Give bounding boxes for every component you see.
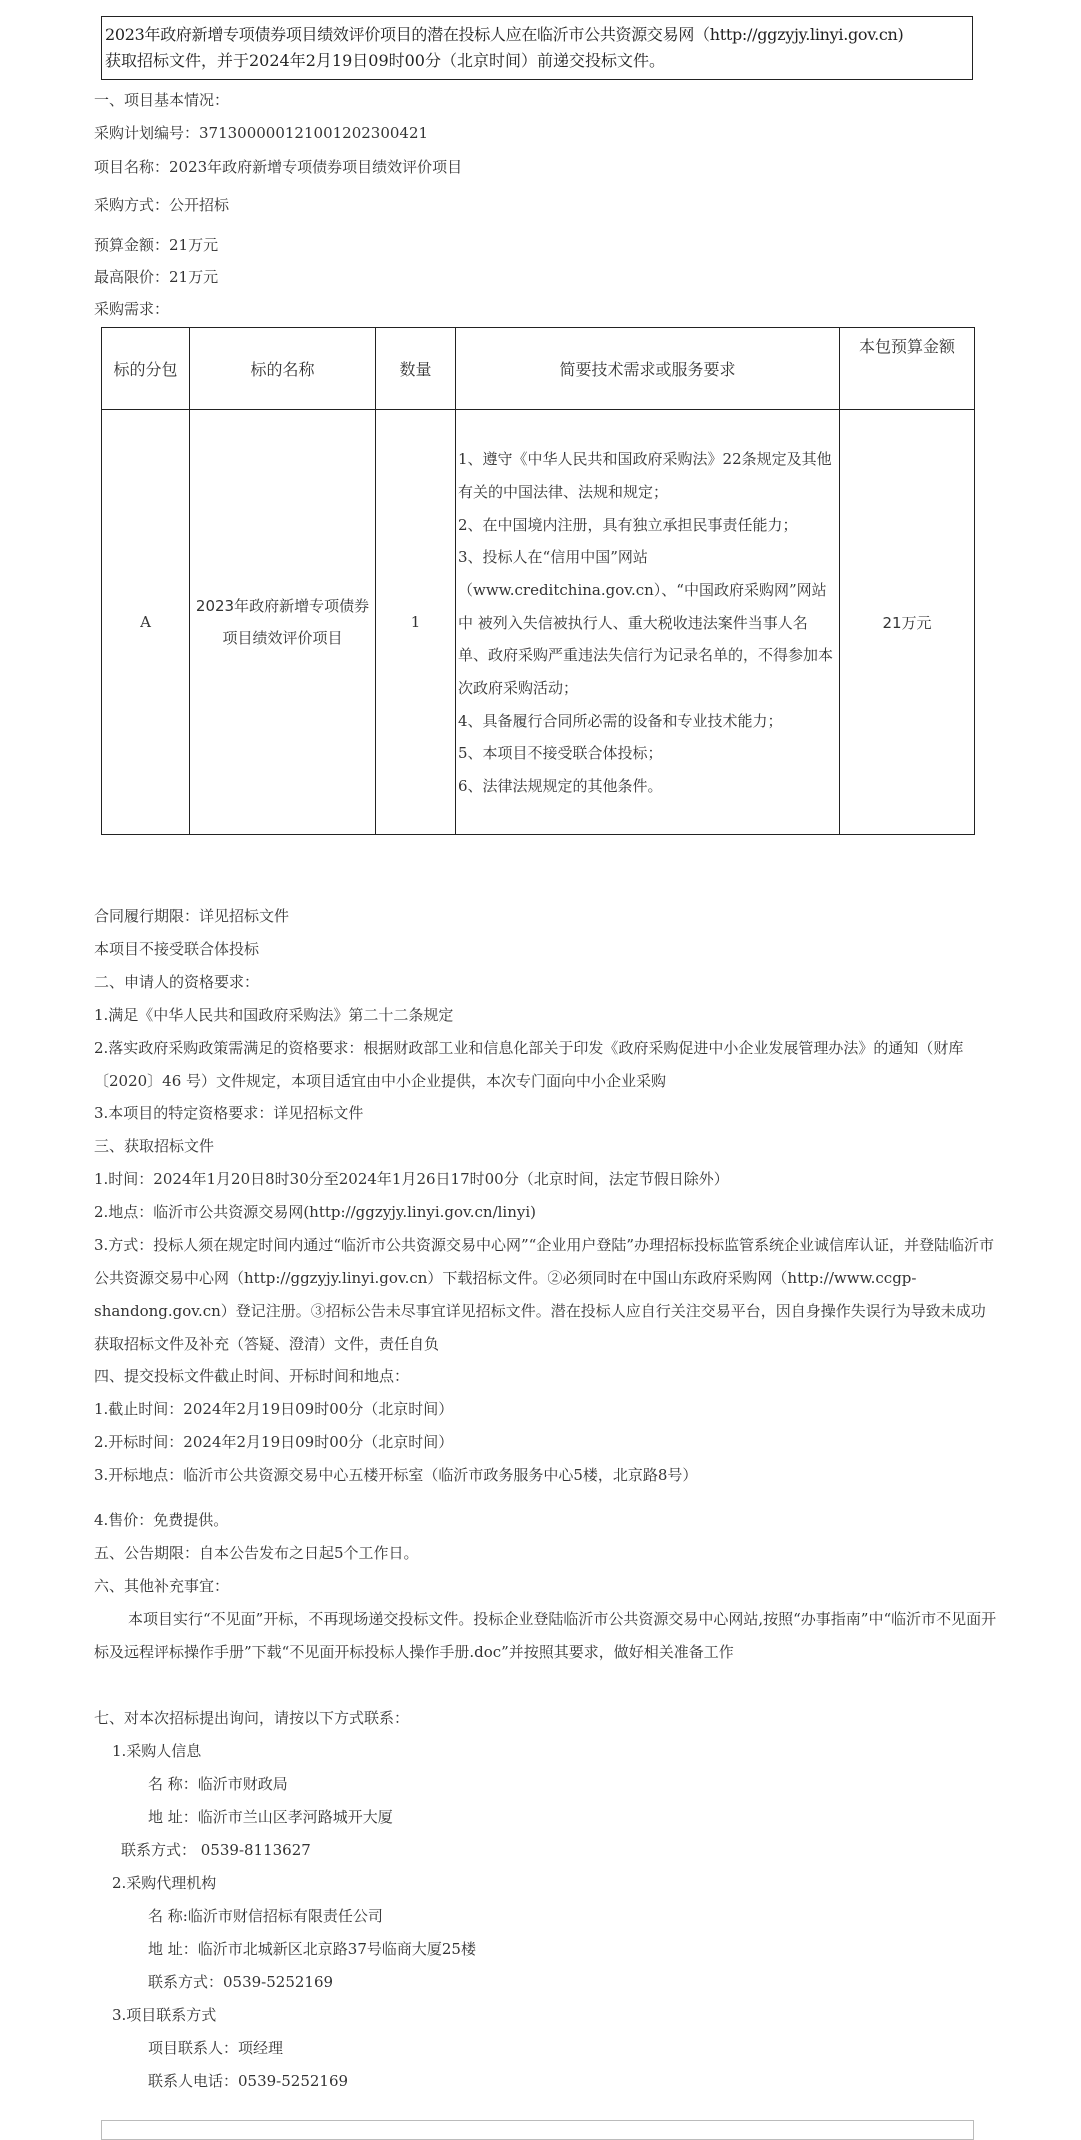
purchaser-contact: 联系方式： 0539-8113627	[121, 1841, 311, 1859]
submission-deadline: 1.截止时间：2024年2月19日09时00分（北京时间）	[94, 1400, 454, 1418]
notice-box	[101, 16, 973, 80]
requirement-6: 6、法律法规规定的其他条件。	[458, 777, 663, 796]
requirement-2: 2、在中国境内注册，具有独立承担民事责任能力；	[458, 515, 798, 534]
opening-place: 3.开标地点：临沂市公共资源交易中心五楼开标室（临沂市政务服务中心5楼，北京路8号）	[94, 1466, 698, 1484]
qualification-2: 2.落实政府采购政策需满足的资格要求：根据财政部工业和信息化部关于印发《政府采购促进中小企业发展管理办法》的通知（财库〔2020〕46 号）文件规定，本项目适宜由中小企业提供，本次专门面向中小企业采购	[94, 1039, 964, 1090]
purchaser-name: 名 称：临沂市财政局	[148, 1775, 288, 1793]
header-item-name: 标的名称	[190, 328, 376, 410]
plan-number: 采购计划编号：371300000121001202300421	[94, 124, 429, 142]
section4-heading: 四、提交投标文件截止时间、开标时间和地点：	[94, 1367, 410, 1385]
budget-amount: 预算金额：21万元	[94, 236, 219, 254]
agency-address: 地 址：临沂市北城新区北京路37号临商大厦25楼	[148, 1940, 476, 1958]
qualification-1: 1.满足《中华人民共和国政府采购法》第二十二条规定	[94, 1006, 454, 1024]
section7-heading: 七、对本次招标提出询问，请按以下方式联系：	[94, 1709, 410, 1727]
contract-period: 合同履行期限：详见招标文件	[94, 907, 290, 925]
section6-heading: 六、其他补充事宜：	[94, 1577, 230, 1595]
project-contact-person: 项目联系人：项经理	[148, 2039, 284, 2057]
procurement-method: 采购方式：公开招标	[94, 196, 230, 214]
notice-period: 五、公告期限：自本公告发布之日起5个工作日。	[94, 1544, 419, 1562]
qualification-3: 3.本项目的特定资格要求：详见招标文件	[94, 1104, 364, 1122]
project-name: 项目名称：2023年政府新增专项债券项目绩效评价项目	[94, 158, 463, 176]
project-contact-phone: 联系人电话：0539-5252169	[148, 2072, 349, 2090]
header-quantity: 数量	[376, 328, 456, 410]
bottom-frame	[101, 2120, 974, 2140]
requirement-4: 4、具备履行合同所必需的设备和专业技术能力；	[458, 711, 783, 730]
table-header-row	[102, 328, 975, 410]
requirement-5: 5、本项目不接受联合体投标；	[458, 744, 663, 763]
obtain-place: 2.地点：临沂市公共资源交易网(http://ggzyjy.linyi.gov.cn/linyi)	[94, 1203, 537, 1221]
obtain-time: 1.时间：2024年1月20日8时30分至2024年1月26日17时00分（北京时间，法定节假日除外）	[94, 1170, 729, 1188]
section2-heading: 二、申请人的资格要求：	[94, 973, 260, 991]
section6-body: 本项目实行“不见面”开标，不再现场递交投标文件。投标企业登陆临沂市公共资源交易中心网站,按照“办事指南”中“临沂市不见面开标及远程评标操作手册”下载“不见面开标投标人操作手册.doc”并按照其要求，做好相关准备工作	[94, 1610, 997, 1661]
notice-line-2: 获取招标文件，并于2024年2月19日09时00分（北京时间）前递交投标文件。	[105, 51, 665, 70]
opening-time: 2.开标时间：2024年2月19日09时00分（北京时间）	[94, 1433, 454, 1451]
agency-contact: 联系方式：0539-5252169	[148, 1973, 334, 1991]
header-package: 标的分包	[102, 328, 190, 410]
cell-budget: 21万元	[840, 410, 975, 835]
section3-heading: 三、获取招标文件	[94, 1137, 215, 1155]
agency-name: 名 称:临沂市财信招标有限责任公司	[148, 1907, 383, 1925]
table-row	[102, 410, 975, 835]
purchaser-address: 地 址：临沂市兰山区孝河路城开大厦	[148, 1808, 393, 1826]
agency-label: 2.采购代理机构	[112, 1874, 217, 1892]
header-budget: 本包预算金额	[840, 328, 975, 410]
no-consortium: 本项目不接受联合体投标	[94, 940, 260, 958]
cell-requirements	[456, 410, 840, 835]
requirement-label: 采购需求：	[94, 300, 170, 318]
obtain-method: 3.方式：投标人须在规定时间内通过“临沂市公共资源交易中心网”“企业用户登陆”办理招标投标监管系统企业诚信库认证，并登陆临沂市公共资源交易中心网（http://ggzyjy.linyi.gov.cn）下载招标文件。②必须同时在中国山东政府采购网（http://www.ccgp-shandong.gov.cn）登记注册。③招标公告未尽事宜详见招标文件。潜在投标人应自行关注交易平台，因自身操作失误行为导致未成功获取招标文件及补充（答疑、澄清）文件，责任自负	[94, 1236, 994, 1353]
section1-heading: 一、项目基本情况：	[94, 91, 230, 109]
requirements-table	[101, 327, 975, 835]
header-requirements: 简要技术需求或服务要求	[456, 328, 840, 410]
max-price: 最高限价：21万元	[94, 268, 219, 286]
document-price: 4.售价：免费提供。	[94, 1511, 229, 1529]
cell-quantity: 1	[376, 410, 456, 835]
project-contact-label: 3.项目联系方式	[112, 2006, 217, 2024]
cell-package: A	[102, 410, 190, 835]
requirement-1: 1、遵守《中华人民共和国政府采购法》22条规定及其他有关的中国法律、法规和规定；	[458, 450, 832, 501]
requirement-3: 3、投标人在“信用中国”网站（www.creditchina.gov.cn）、“中国政府采购网”网站中 被列入失信被执行人、重大税收违法案件当事人名单、政府采购严重违法失信行为记录名单的，不得参加本次政府采购活动；	[458, 548, 834, 698]
notice-line-1: 2023年政府新增专项债券项目绩效评价项目的潜在投标人应在临沂市公共资源交易网（http://ggzyjy.linyi.gov.cn)	[105, 25, 904, 44]
cell-item-name: 2023年政府新增专项债券项目绩效评价项目	[190, 410, 376, 835]
purchaser-label: 1.采购人信息	[112, 1742, 202, 1760]
